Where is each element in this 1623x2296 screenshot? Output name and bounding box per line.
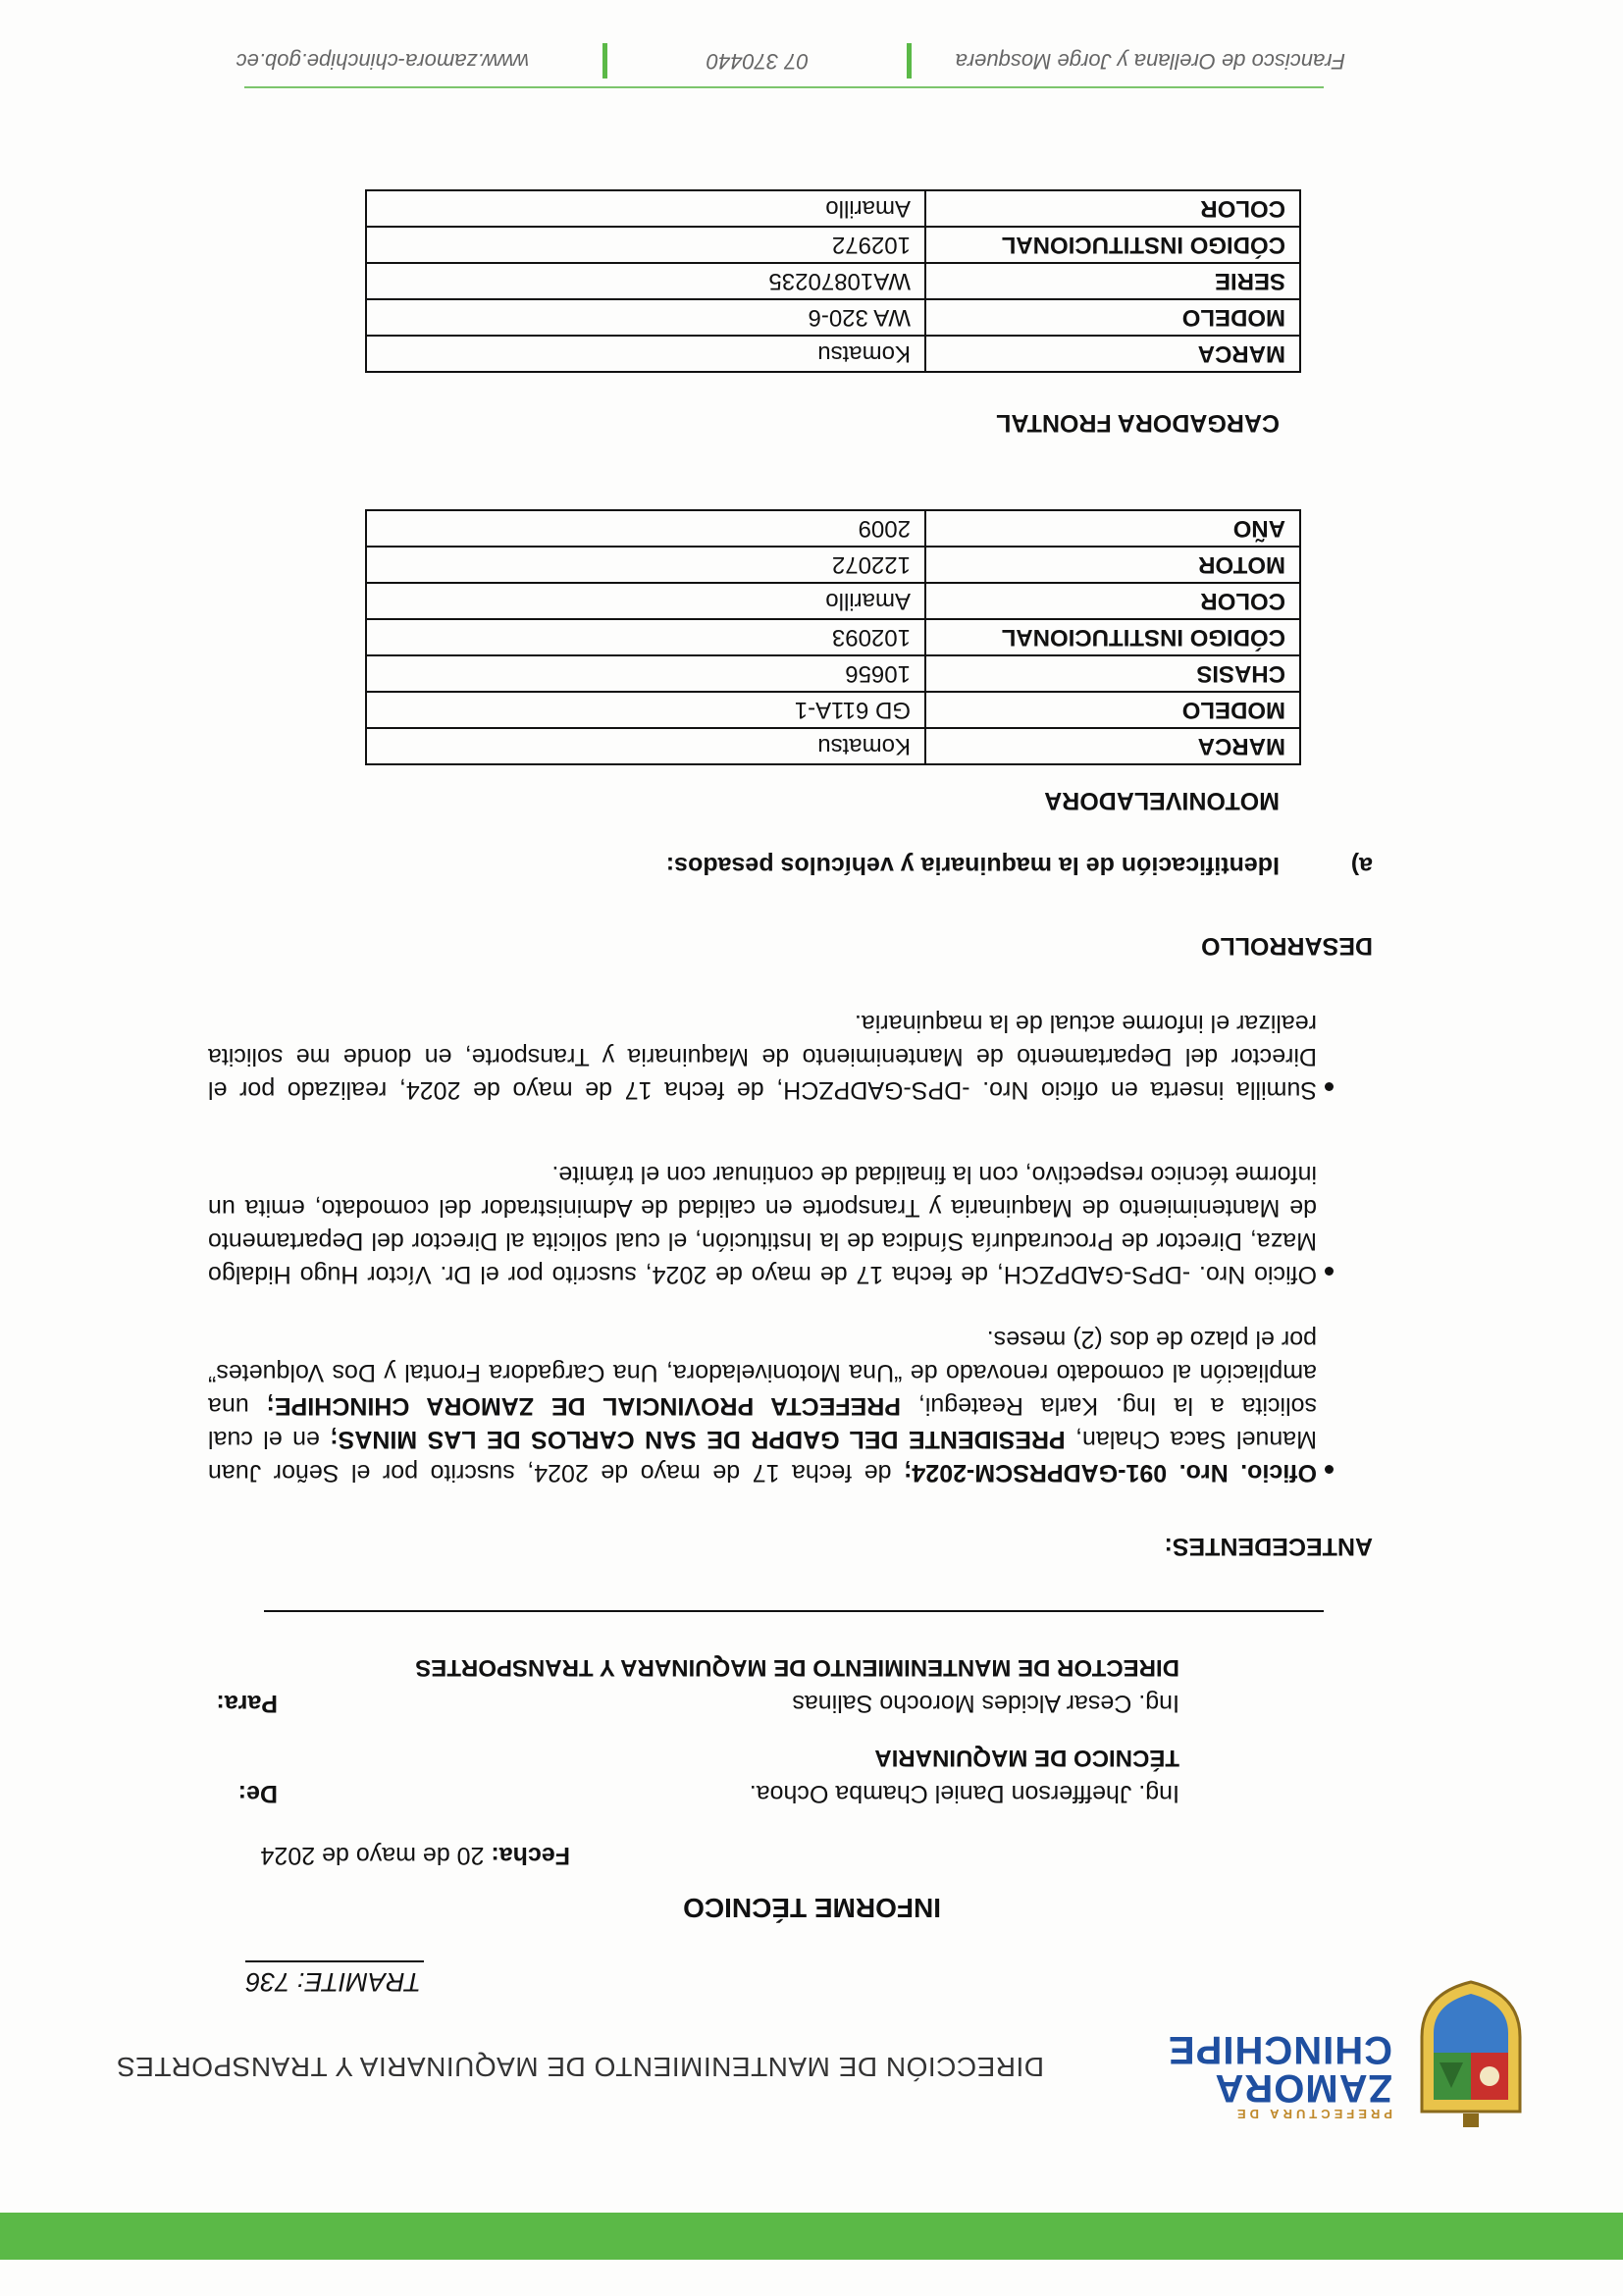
item1-bold1: Oficio. Nro. 091-GADPRSCM-2024; [904, 1459, 1317, 1487]
machine2-title: CARGADORA FRONTAL [996, 409, 1280, 437]
desarrollo-heading: DESARROLLO [1201, 932, 1373, 960]
item1-bold2: PRESIDENTE DEL GADPR DE SAN CARLOS DE LAS MINAS; [330, 1426, 1066, 1453]
spec-row [366, 655, 1300, 692]
date-value: 20 de mayo de 2024 [260, 1842, 485, 1869]
from-name: Ing. Jheffferson Daniel Chamba Ochoa. [749, 1780, 1179, 1807]
machine1-title: MOTONIVELADORA [1044, 787, 1280, 814]
spec-row [366, 336, 1300, 372]
to-role: DIRECTOR DE MANTENIMIENTO DE MAQUINARA Y TRANSPORTES [415, 1654, 1179, 1681]
spec-key: MARCA [925, 336, 1300, 372]
spec-value: Amarillo [366, 583, 925, 619]
spec-key: COLOR [925, 190, 1300, 227]
antecedente-item-3: Sumilla inserta en oficio Nro. -DPS-GADPZCH, de fecha 17 de mayo de 2024, realizado por el Director del Departamento de Mantenimiento de Maquinaria y Transporte, en donde me solicita realizar el informe actual de la maquinaria. [208, 1010, 1317, 1104]
item1-text1: de fecha 17 de mayo de 2024, suscrito por el Señor Juan Manuel Saca Chalan, [208, 1426, 1317, 1487]
spec-value: 102093 [366, 619, 925, 655]
brand-line2: CHINCHIPE [1167, 2028, 1392, 2071]
bullet-1 [1325, 1465, 1334, 1474]
antecedente-item-2: Oficio Nro. -DPS-GADPZCH, de fecha 17 de mayo de 2024, suscrito por el Dr. Víctor Hugo Hidalgo Maza, Director de Procuraduría Síndica de la Institución, el cual solicita al Director del Departamento de Mantenimiento de Maquinaria y Transporte en calidad de Administrador del comodato, emita un informe técnico respectivo, con la finalidad de continuar con el trámite. [208, 1161, 1317, 1288]
bullet-3 [1325, 1082, 1334, 1091]
header-green-band [0, 2213, 1623, 2260]
spec-row [366, 583, 1300, 619]
spec-value: 122072 [366, 547, 925, 583]
footer-website: www.zamora-chinchipe.gob.ec [236, 49, 529, 74]
spec-value: Komatsu [366, 336, 925, 372]
spec-row [366, 190, 1300, 227]
from-label: De: [237, 1780, 278, 1807]
spec-row [366, 227, 1300, 263]
identification-title: Identificación de la maquinaria y vehículos pesados: [665, 852, 1280, 879]
department-title: DIRECCIÓN DE MANTENIMIENTO DE MAQUINARIA Y TRANSPORTES [116, 2052, 1044, 2082]
spec-value: 102972 [366, 227, 925, 263]
footer-address: Francisco de Orellana y Jorge Mosquera [955, 49, 1345, 74]
to-name: Ing. Cesar Alcides Morocho Salinas [792, 1690, 1179, 1717]
antecedente-item-1 [208, 1323, 1317, 1489]
spec-key: COLOR [925, 583, 1300, 619]
spec-value: 2009 [366, 510, 925, 547]
tramite-underline [245, 1960, 424, 1962]
header-divider [264, 1610, 1324, 1612]
machine1-table [365, 509, 1301, 765]
provincial-shield-logo [1414, 1978, 1528, 2131]
spec-key: MOTOR [925, 547, 1300, 583]
spec-row [366, 547, 1300, 583]
item1-text3: una ampliación al comodato renovado de “Una Motoniveladora, Una Cargadora Frontal y Dos Volquetes” por el plazo de dos (2) meses. [208, 1326, 1317, 1420]
bullet-2 [1325, 1267, 1334, 1276]
spec-row [366, 263, 1300, 299]
date-line [260, 1841, 570, 1869]
spec-row [366, 510, 1300, 547]
spec-key: AÑO [925, 510, 1300, 547]
spec-value: WA 320-6 [366, 299, 925, 336]
brand-prefix: PREFECTURA DE [1232, 2107, 1392, 2121]
item1-bold3: PREFECTA PROVINCIAL DE ZAMORA CHINCHIPE; [266, 1392, 902, 1420]
footer-divider [244, 86, 1324, 88]
footer-separator-1 [907, 43, 912, 78]
spec-value: WA10870235 [366, 263, 925, 299]
item1-text2: en el cual solicita a la Ing. Karla Reategui, [207, 1392, 1317, 1453]
spec-key: MARCA [925, 728, 1300, 764]
spec-value: 10656 [366, 655, 925, 692]
footer-phone: 07 370440 [707, 49, 809, 74]
spec-key: CÓDIGO INSTITUCIONAL [925, 227, 1300, 263]
spec-row [366, 299, 1300, 336]
spec-key: MODELO [925, 299, 1300, 336]
spec-key: CHASIS [925, 655, 1300, 692]
to-label: Para: [216, 1690, 278, 1717]
item-marker: a) [1350, 852, 1373, 879]
brand-line1: ZAMORA [1214, 2066, 1392, 2110]
tramite-number: TRAMITE: 736 [245, 1967, 421, 1997]
spec-row [366, 728, 1300, 764]
from-role: TÉCNICO DE MAQUINARIA [874, 1745, 1179, 1771]
date-label: Fecha: [491, 1842, 570, 1869]
machine2-table [365, 189, 1301, 373]
spec-row [366, 619, 1300, 655]
spec-key: SERIE [925, 263, 1300, 299]
spec-key: MODELO [925, 692, 1300, 728]
footer-separator-2 [602, 43, 607, 78]
brand-block [1167, 2028, 1392, 2121]
document-title: INFORME TÉCNICO [683, 1893, 941, 1923]
spec-row [366, 692, 1300, 728]
spec-value: Komatsu [366, 728, 925, 764]
spec-value: Amarillo [366, 190, 925, 227]
antecedentes-heading: ANTECEDENTES: [1164, 1533, 1373, 1560]
spec-key: CÓDIGO INSTITUCIONAL [925, 619, 1300, 655]
spec-value: GD 611A-1 [366, 692, 925, 728]
